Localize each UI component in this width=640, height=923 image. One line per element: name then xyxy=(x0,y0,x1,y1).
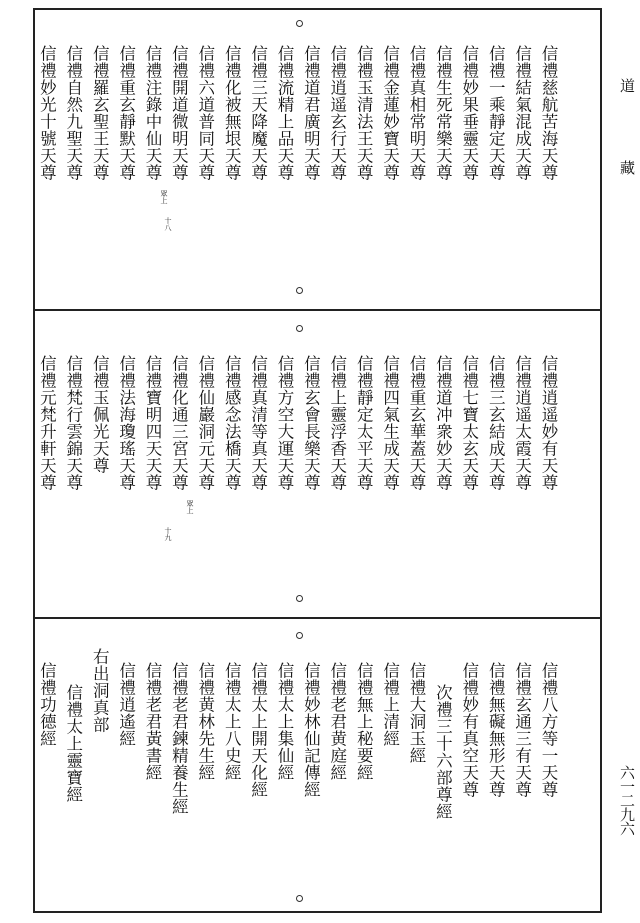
section-mark: 眾上 xyxy=(186,500,194,514)
text-column: 信禮梵行雲錦天尊 xyxy=(63,355,83,491)
text-column: 信禮八方等一天尊 xyxy=(539,662,558,798)
binding-hole xyxy=(296,632,303,639)
text-column: 信禮玄通三有天尊 xyxy=(512,662,532,798)
text-column: 信禮生死常樂天尊 xyxy=(433,45,453,181)
text-column: 信禮重玄靜默天尊 xyxy=(116,45,136,181)
text-column: 信禮太上集仙經 xyxy=(275,662,294,781)
text-column: 信禮太上開天化經 xyxy=(248,662,268,798)
text-column: 信禮上清經 xyxy=(380,662,400,747)
text-column: 信禮真相常明天尊 xyxy=(407,45,426,181)
text-column: 信禮妙果垂靈天尊 xyxy=(459,45,479,181)
page-number: 六一二九六 xyxy=(618,765,636,835)
text-column: 信禮逍遙經 xyxy=(116,662,136,747)
binding-hole xyxy=(296,595,303,602)
text-column: 信禮開道微明天尊 xyxy=(169,45,189,181)
text-column: 信禮方空大運天尊 xyxy=(275,355,294,491)
text-column: 信禮玄會長樂天尊 xyxy=(301,355,321,491)
text-column: 信禮太上八史經 xyxy=(222,662,242,781)
text-column: 信禮逍遥妙有天尊 xyxy=(539,355,558,491)
text-column: 信禮三玄結成天尊 xyxy=(486,355,506,491)
text-column: 信禮重玄華蓋天尊 xyxy=(407,355,426,491)
text-column: 信禮上靈浮香天尊 xyxy=(327,355,347,491)
text-column: 信禮寶明四天天尊 xyxy=(143,355,162,491)
text-column: 信禮一乘靜定天尊 xyxy=(486,45,506,181)
text-column: 信禮道君廣明天尊 xyxy=(301,45,321,181)
panel-divider-1 xyxy=(33,309,602,311)
text-column: 信禮黄林先生經 xyxy=(195,662,215,781)
text-column: 信禮金蓮妙寶天尊 xyxy=(380,45,400,181)
canon-name: 道 藏 xyxy=(618,78,636,201)
text-column: 信禮注錄中仙天尊 xyxy=(143,45,162,181)
text-column: 信禮元梵升軒天尊 xyxy=(37,355,57,491)
text-column: 信禮逍遥玄行天尊 xyxy=(327,45,347,181)
text-column: 信禮老君鍊精養生經 xyxy=(169,662,189,815)
text-column: 信禮自然九聖天尊 xyxy=(63,45,83,181)
text-column: 信禮逍遥太霞天尊 xyxy=(512,355,532,491)
text-column: 信禮太上靈寶經 xyxy=(63,684,83,803)
text-column: 信禮化通三宮天尊 xyxy=(169,355,189,491)
text-column: 信禮玉清法王天尊 xyxy=(354,45,374,181)
text-column: 信禮道冲衆妙天尊 xyxy=(433,355,453,491)
text-column: 信禮法海瓊瑤天尊 xyxy=(116,355,136,491)
text-column: 信禮化被無垠天尊 xyxy=(222,45,242,181)
text-column: 信禮三天降魔天尊 xyxy=(248,45,268,181)
text-column: 信禮老君黄庭經 xyxy=(327,662,347,781)
text-column: 信禮真清等真天尊 xyxy=(248,355,268,491)
panel-divider-2 xyxy=(33,617,602,619)
text-column: 信禮感念法橋天尊 xyxy=(222,355,242,491)
text-column: 信禮功德經 xyxy=(37,662,57,747)
section-mark: 眾上 xyxy=(160,190,168,204)
text-column: 信禮慈航苦海天尊 xyxy=(539,45,558,181)
text-column: 右出洞真部 xyxy=(90,648,110,733)
text-column: 信禮妙有真空天尊 xyxy=(459,662,479,798)
text-column: 信禮靜定太平天尊 xyxy=(354,355,374,491)
binding-hole xyxy=(296,895,303,902)
binding-hole xyxy=(296,20,303,27)
text-column: 信禮羅玄聖王天尊 xyxy=(90,45,110,181)
text-column: 信禮四氣生成天尊 xyxy=(380,355,400,491)
leaf-number: 十九 xyxy=(164,527,172,541)
text-column: 信禮玉佩光天尊 xyxy=(90,355,110,474)
text-column: 信禮七寶太玄天尊 xyxy=(459,355,479,491)
text-column: 信禮妙光十號天尊 xyxy=(37,45,57,181)
text-column: 信禮無礙無形天尊 xyxy=(486,662,506,798)
text-column: 信禮老君黃書經 xyxy=(143,662,162,781)
leaf-number: 十八 xyxy=(164,217,172,231)
text-column: 信禮流精上品天尊 xyxy=(275,45,294,181)
text-column: 信禮大洞玉經 xyxy=(407,662,426,764)
binding-hole xyxy=(296,325,303,332)
text-column: 信禮六道普同天尊 xyxy=(195,45,215,181)
text-column: 信禮結氣混成天尊 xyxy=(512,45,532,181)
binding-hole xyxy=(296,287,303,294)
text-column: 信禮妙林仙記傳經 xyxy=(301,662,321,798)
text-column: 次禮三十六部尊經 xyxy=(433,684,453,820)
text-column: 信禮仙巖洞元天尊 xyxy=(195,355,215,491)
text-column: 信禮無上秘要經 xyxy=(354,662,374,781)
